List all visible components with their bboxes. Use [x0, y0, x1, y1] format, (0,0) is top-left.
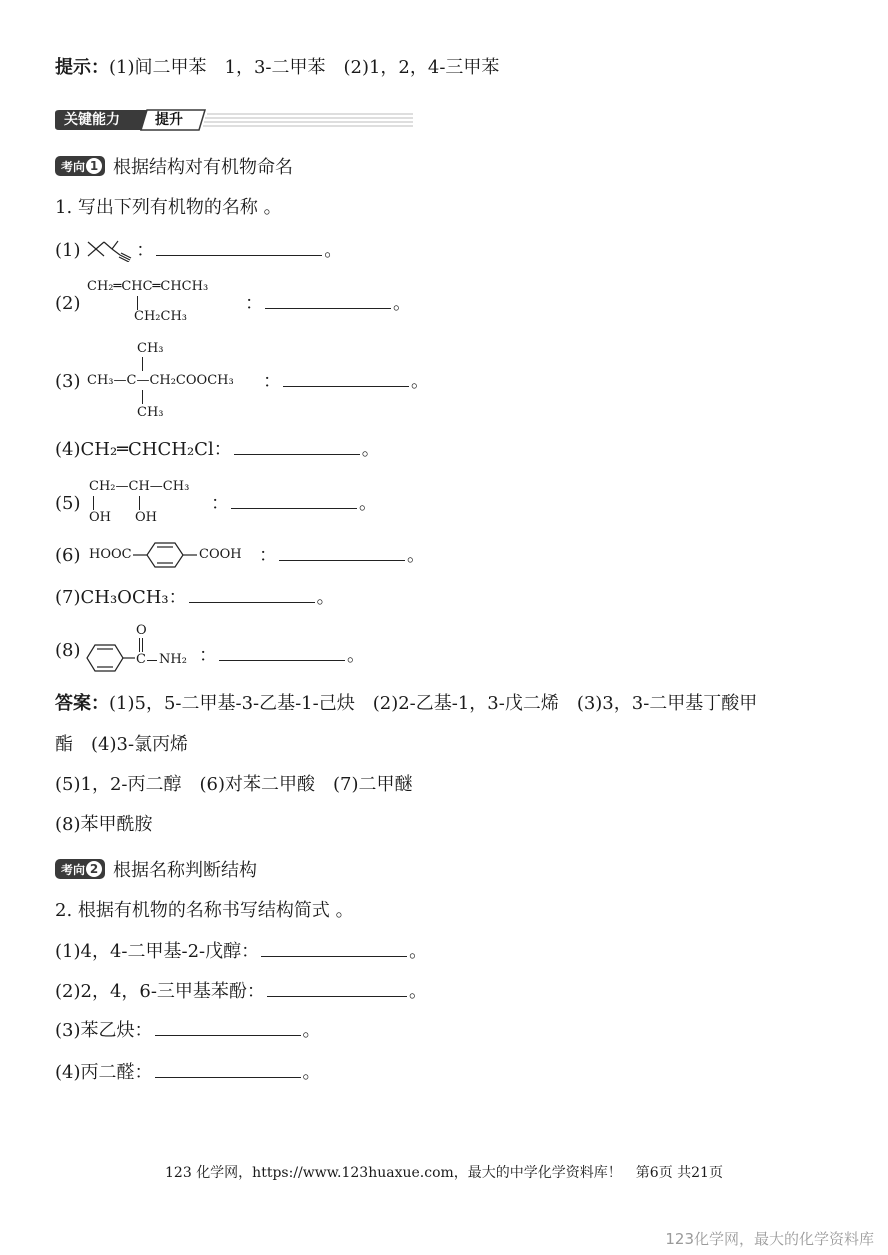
item-number: (4): [55, 439, 81, 460]
topic-heading-1: [55, 153, 293, 179]
formula-branch: CH₂CH₃: [134, 309, 187, 324]
formula: CH₃OCH₃: [80, 587, 169, 608]
formula-left-group: HOOC: [89, 547, 132, 562]
formula-amine: NH₂: [159, 652, 187, 667]
q1-item-1: (1) ： 。: [55, 236, 342, 263]
item-number: (8): [55, 640, 81, 661]
answer-label: 答案：: [55, 693, 109, 714]
q1-item-2: (2) CH₂═CHC═CHCH₃ CH₂CH₃ ： 。: [55, 279, 411, 324]
topic-number-2: 2: [86, 861, 102, 877]
q2-item-3: (3)苯乙炔： 。: [55, 1020, 321, 1041]
formula-oh-2: OH: [135, 510, 157, 525]
item-number: (5): [55, 493, 81, 514]
formula-methyl-top: CH₃: [137, 341, 164, 356]
bond-oh-1: [93, 496, 94, 510]
item-number: (2): [55, 293, 81, 314]
question-2-stem: 2. 根据有机物的名称书写结构简式 。: [55, 900, 354, 921]
watermark: 123化学网，最大的化学资料库: [665, 1230, 874, 1248]
topic-tag-2: 考向 2: [55, 859, 105, 879]
skeletal-structure-icon: [86, 236, 136, 262]
formula-oh-1: OH: [89, 510, 111, 525]
topic-title-2: 根据名称判断结构: [113, 860, 258, 881]
benzene-ring-icon: [85, 642, 141, 674]
answer-blank[interactable]: [267, 995, 407, 997]
q1-item-3: CH₃ (3) CH₃—C—CH₂COOCH₃ CH₃ ： 。: [55, 341, 429, 420]
bond-oh-2: [139, 496, 140, 510]
item-number: (3): [55, 371, 81, 392]
answer-blank[interactable]: [261, 955, 407, 957]
hint-line: [55, 56, 499, 80]
q2-item-4: (4)丙二醛： 。: [55, 1062, 321, 1083]
banner-left-label: 关键能力: [64, 112, 120, 128]
formula-main-chain: CH₂—CH—CH₃: [89, 479, 190, 494]
benzene-ring-icon: [133, 539, 205, 571]
q1-item-4: (4)CH₂═CHCH₂Cl： 。: [55, 439, 380, 460]
bond-top: [142, 357, 143, 371]
banner-right-label: 提升: [155, 112, 183, 128]
carbonyl-bond-2: [142, 638, 143, 652]
question-1-stem: 1. 写出下列有机物的名称 。: [55, 197, 282, 218]
q1-item-8: (8) O C NH₂ ： 。: [55, 622, 475, 678]
answer-blank[interactable]: [265, 307, 391, 309]
answer-blank[interactable]: [189, 601, 315, 603]
answer-blank[interactable]: [155, 1034, 301, 1036]
answer-blank[interactable]: [231, 507, 357, 509]
topic-title-1: 根据结构对有机物命名: [113, 157, 294, 178]
q2-item-1: (1)4，4-二甲基-2-戊醇： 。: [55, 941, 428, 962]
formula-right-group: COOH: [199, 547, 242, 562]
answer-blank[interactable]: [156, 254, 322, 256]
carbonyl-bond-1: [139, 638, 140, 652]
answer-blank[interactable]: [155, 1076, 301, 1078]
q1-item-7: (7)CH₃OCH₃： 。: [55, 587, 335, 608]
answer-blank[interactable]: [279, 559, 405, 561]
hint-label: 提示：: [55, 57, 109, 78]
item-number: (1): [55, 240, 81, 261]
answer-blank[interactable]: [234, 453, 360, 455]
item-number: (6): [55, 545, 81, 566]
formula-carbon: C: [136, 652, 146, 667]
bond-bottom: [142, 390, 143, 404]
formula-main-chain: CH₂═CHC═CHCH₃: [87, 279, 209, 294]
topic-tag-1: 考向 1: [55, 156, 105, 176]
topic-number-1: 1: [86, 158, 102, 174]
q2-item-2: (2)2，4，6-三甲基苯酚： 。: [55, 981, 427, 1002]
section-banner: [55, 109, 415, 131]
answer-line-2: 酯 (4)3-氯丙烯: [55, 734, 189, 755]
answer-blank[interactable]: [219, 659, 345, 661]
formula-main-chain: CH₃—C—CH₂COOCH₃: [87, 373, 234, 388]
answer-blank[interactable]: [283, 385, 409, 387]
answer-line-3: (5)1，2-丙二醇 (6)对苯二甲酸 (7)二甲醚: [55, 774, 413, 795]
answer-line-1: 答案：(1)5，5-二甲基-3-乙基-1-己炔 (2)2-乙基-1，3-戊二烯 (3)3，3-二甲基丁酸甲: [55, 693, 758, 714]
hint-text: (1)间二甲苯 1，3-二甲苯 (2)1，2，4-三甲苯: [109, 57, 500, 78]
page-footer: 123 化学网，https://www.123huaxue.com，最大的中学化学资料库！ 第6页 共21页: [165, 1165, 723, 1181]
item-number: (7): [55, 587, 81, 608]
amide-bond: [147, 660, 157, 661]
formula: CH₂═CHCH₂Cl: [80, 439, 214, 460]
q1-item-6: (6) HOOC COOH ： 。: [55, 538, 475, 572]
formula-methyl-bottom: CH₃: [137, 405, 164, 420]
q1-item-5: (5) CH₂—CH—CH₃ OH OH ： 。: [55, 479, 377, 525]
topic-heading-2: [55, 856, 257, 882]
formula-oxygen: O: [136, 623, 147, 638]
answer-line-4: (8)苯甲酰胺: [55, 814, 153, 835]
